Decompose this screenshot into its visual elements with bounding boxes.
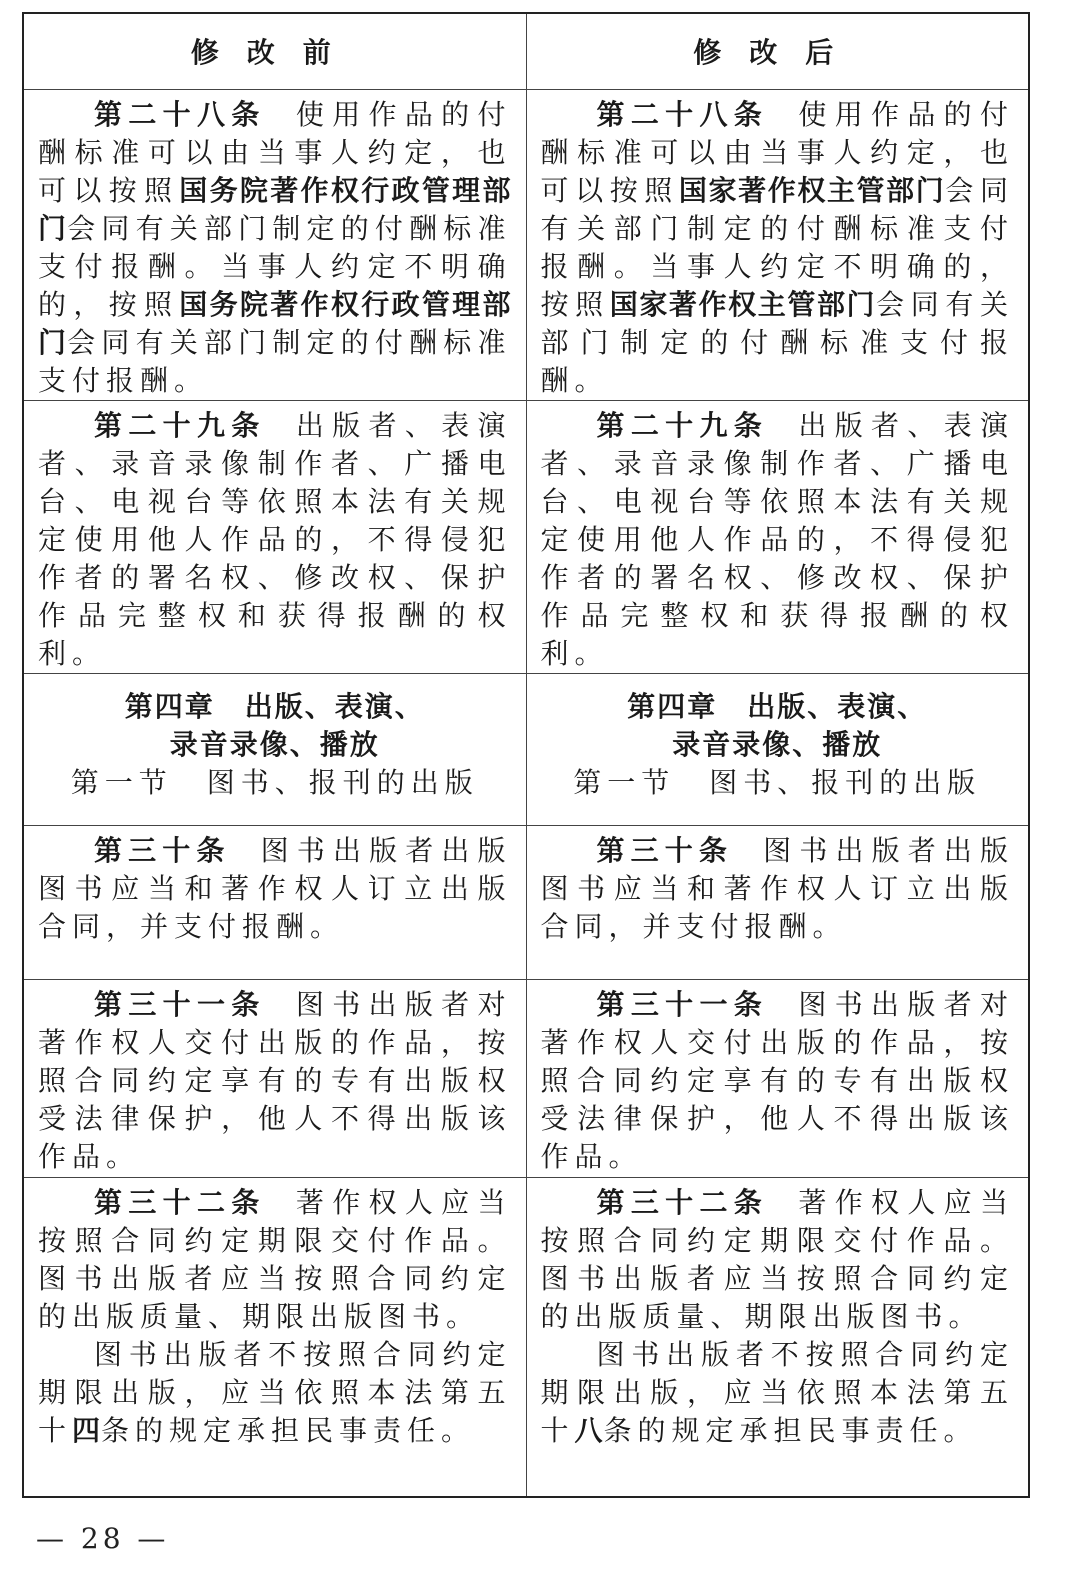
article-text: 使用作品的付酬标准可以由当事人约定，也可以按照: [38, 97, 512, 207]
article-row: [23, 979, 1029, 1177]
article-block: [541, 986, 1015, 1176]
article-number: 第二十八条: [94, 97, 266, 131]
cell-before: [23, 1177, 526, 1497]
article-paragraph: [541, 986, 1015, 1176]
article-text: 图书出版者不按照合同约定期限出版，应当依照本法第五十: [38, 1337, 512, 1447]
article-paragraph: [38, 1184, 512, 1336]
article-number: 第三十一条: [94, 987, 266, 1021]
article-text: 出版者、表演者、录音录像制作者、广播电台、电视台等依照本法有关规定使用他人作品的，不得侵犯作者的署名权、修改权、保护作品完整权和获得报酬的权利。: [38, 408, 512, 670]
cell-after: [526, 89, 1029, 400]
highlighted-change: 国务院著作权行政管理部门: [38, 287, 512, 359]
cell-after: [526, 825, 1029, 979]
article-block: [38, 96, 512, 400]
article-text: 著作权人应当按照合同约定期限交付作品。图书出版者应当按照合同约定的出版质量、期限出版图书。: [540, 1185, 1014, 1333]
article-paragraph: [541, 1184, 1015, 1336]
article-number: 第二十九条: [596, 408, 769, 442]
article-block: [38, 986, 512, 1176]
article-paragraph: [541, 96, 1015, 400]
article-number: 第三十二条: [94, 1185, 266, 1219]
article-block: [541, 407, 1015, 673]
comparison-table: [22, 12, 1030, 1498]
article-paragraph-2: [38, 1336, 512, 1450]
article-block: [38, 407, 512, 673]
article-text: 图书出版者出版图书应当和著作权人订立出版合同，并支付报酬。: [38, 833, 512, 943]
cell-after: [526, 400, 1029, 673]
highlighted-change: 八: [574, 1413, 604, 1447]
article-row: [23, 825, 1029, 979]
cell-before: [23, 979, 526, 1177]
article-block: [541, 1184, 1015, 1450]
article-paragraph: [38, 407, 512, 673]
article-text: 图书出版者不按照合同约定期限出版，应当依照本法第五十: [540, 1337, 1014, 1447]
article-number: 第三十一条: [596, 987, 769, 1021]
article-number: 第二十九条: [94, 408, 266, 442]
article-text: 会同有关部门制定的付酬标准支付报酬。当事人约定不明确的，按照: [38, 211, 512, 321]
article-text: 著作权人应当按照合同约定期限交付作品。图书出版者应当按照合同约定的出版质量、期限出版图书。: [38, 1185, 512, 1333]
cell-before: [23, 825, 526, 979]
article-text: 出版者、表演者、录音录像制作者、广播电台、电视台等依照本法有关规定使用他人作品的，不得侵犯作者的署名权、修改权、保护作品完整权和获得报酬的权利。: [540, 408, 1014, 670]
highlighted-change: 国家著作权主管部门: [609, 287, 877, 321]
article-text: 图书出版者出版图书应当和著作权人订立出版合同，并支付报酬。: [540, 833, 1014, 943]
highlighted-change: 四: [72, 1413, 102, 1447]
article-text: 会同有关部门制定的付酬标准支付报酬。: [540, 287, 1014, 397]
header-after: 修改后: [526, 13, 1029, 89]
article-text: 会同有关部门制定的付酬标准支付报酬。: [38, 325, 512, 397]
table-header-row: [23, 13, 1029, 89]
chapter-title-line2: 录音录像、播放: [169, 727, 380, 761]
article-paragraph-2: [541, 1336, 1015, 1450]
article-text: 使用作品的付酬标准可以由当事人约定，也可以按照: [540, 97, 1014, 207]
article-text: 会同有关部门制定的付酬标准支付报酬。当事人约定不明确的，按照: [540, 173, 1014, 321]
cell-after: [526, 979, 1029, 1177]
article-text: 条的规定承担民事责任。: [101, 1413, 476, 1447]
article-number: 第三十条: [94, 833, 231, 867]
cell-before: [23, 400, 526, 673]
cell-before: [23, 89, 526, 400]
chapter-title-line2: 录音录像、播放: [672, 727, 883, 761]
article-text: 图书出版者对著作权人交付出版的作品，按照合同约定享有的专有出版权受法律保护，他人不得出版该作品。: [540, 987, 1014, 1173]
cell-before: [23, 673, 526, 825]
chapter-row: [23, 673, 1029, 825]
section-title: 第一节 图书、报刊的出版: [70, 765, 479, 799]
article-paragraph: [38, 832, 512, 946]
article-text: 图书出版者对著作权人交付出版的作品，按照合同约定享有的专有出版权受法律保护，他人不得出版该作品。: [38, 987, 512, 1173]
article-row: [23, 400, 1029, 673]
article-text: 条的规定承担民事责任。: [603, 1413, 978, 1447]
article-block: [541, 96, 1015, 400]
highlighted-change: 国务院著作权行政管理部门: [38, 173, 512, 245]
article-number: 第三十二条: [596, 1185, 769, 1219]
article-paragraph: [541, 832, 1015, 946]
article-paragraph: [38, 96, 512, 400]
article-block: [541, 832, 1015, 946]
section-title: 第一节 图书、报刊的出版: [573, 765, 982, 799]
article-row: [23, 89, 1029, 400]
article-number: 第二十八条: [596, 97, 769, 131]
article-paragraph: [541, 407, 1015, 673]
cell-after: [526, 1177, 1029, 1497]
chapter-title-line1: 第四章 出版、表演、: [124, 689, 425, 723]
article-number: 第三十条: [596, 833, 734, 867]
header-before: 修改前: [23, 13, 526, 89]
chapter-title-line1: 第四章 出版、表演、: [627, 689, 928, 723]
page-number: — 28 —: [36, 1522, 170, 1555]
highlighted-change: 国家著作权主管部门: [678, 173, 946, 207]
article-block: [38, 1184, 512, 1450]
article-block: [38, 832, 512, 946]
cell-after: [526, 673, 1029, 825]
table-body: [23, 89, 1029, 1497]
article-paragraph: [38, 986, 512, 1176]
article-row: [23, 1177, 1029, 1497]
